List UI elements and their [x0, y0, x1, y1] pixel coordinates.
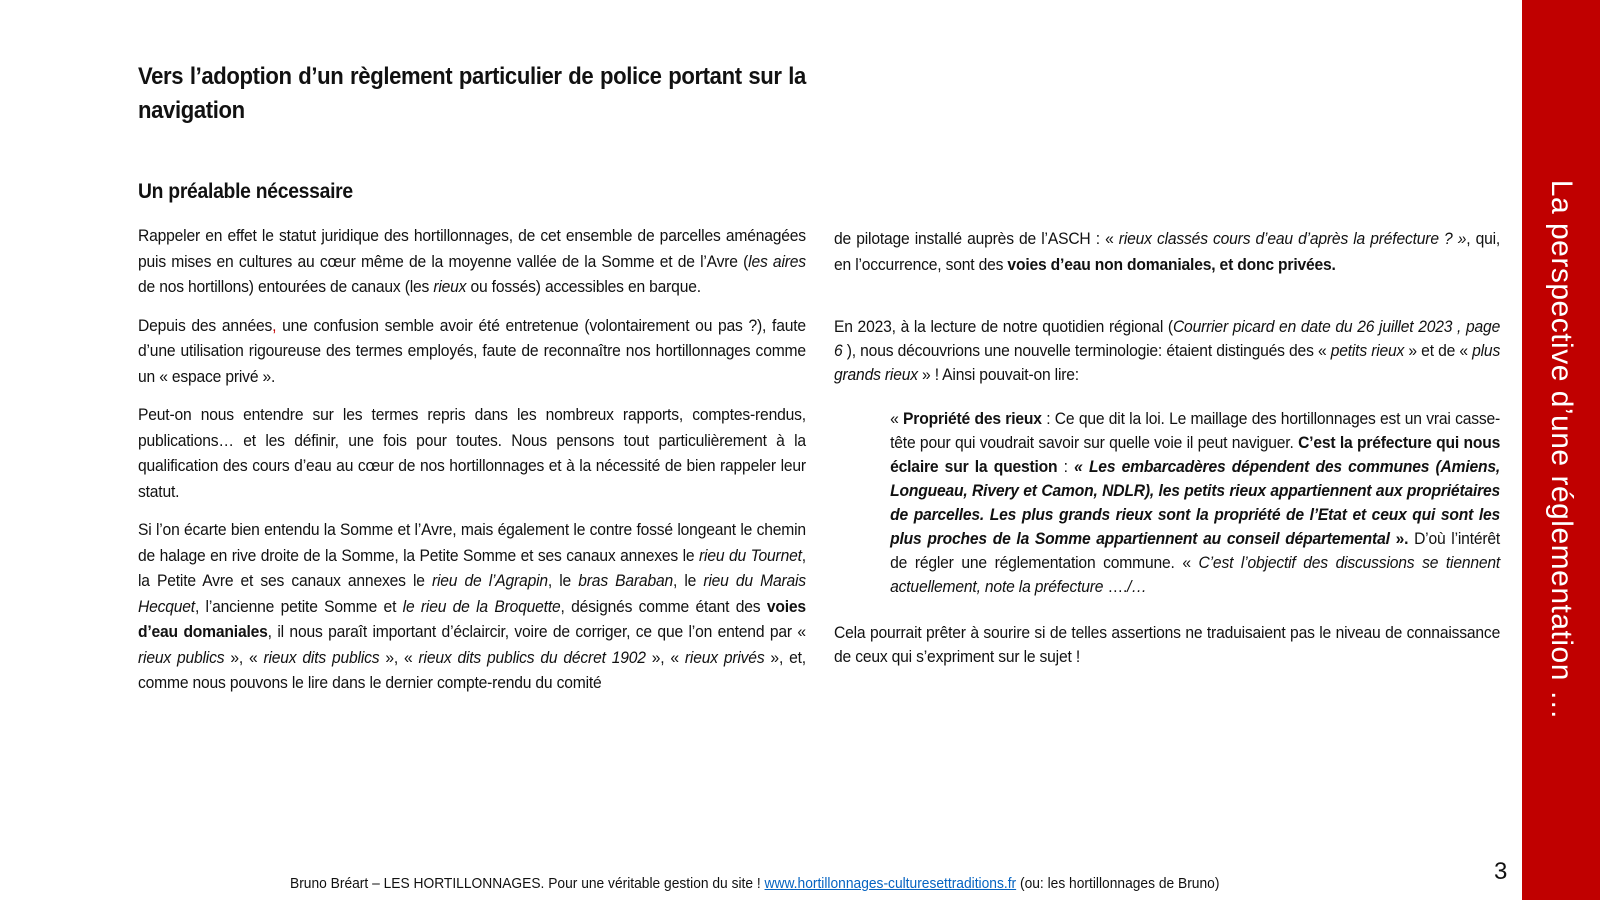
footer — [290, 875, 1219, 892]
page-title: Vers l’adoption d’un règlement particulier de police portant sur la navigation — [138, 63, 806, 124]
paragraph-statut: Rappeler en effet le statut juridique des hortillonnages, de cet ensemble de parcelles aménagées puis mises en cultures au cœur même de la moyenne vallée de la Somme et de l’Avre (les aires de nos hortillons) entourées de canaux (les rieux ou fossés) accessibles en barque. — [138, 226, 806, 296]
paragraph-courrier-picard: En 2023, à la lecture de notre quotidien régional (Courrier picard en date du 26 juillet 2023 , page 6 ), nous découvrions une nouvelle terminologie: étaient distingués des « petits rieux » et de « plus grands rieux » ! Ainsi pouvait-on lire: — [834, 317, 1501, 384]
paragraph-conclusion: Cela pourrait prêter à sourire si de telles assertions ne traduisaient pas le niveau de connaissance de ceux qui s’expriment sur le sujet ! — [834, 623, 1501, 666]
paragraph-voies-domaniales: Si l’on écarte bien entendu la Somme et l’Avre, mais également le contre fossé longeant le chemin de halage en rive droite de la Somme, la Petite Somme et ses canaux annexes le rieu du Tournet, la Petite Avre et ses canaux annexes le rieu de l’Agrapin, le bras Baraban, le rieu du Marais Hecquet, l’ancienne petite Somme et le rieu de la Broquette, désignés comme étant des voies d’eau domaniales, il nous paraît important d’éclaircir, voire de corriger, ce que l’on entend par « rieux publics », « rieux dits publics », « rieux dits publics du décret 1902 », « rieux privés », et, comme nous pouvons le lire dans le dernier compte-rendu du comité — [138, 520, 806, 692]
right-column — [834, 226, 1500, 682]
footer-text: Bruno Bréart – LES HORTILLONNAGES. Pour une véritable gestion du site ! — [290, 875, 765, 892]
side-banner-text: La perspective d’une réglementation … — [1545, 179, 1578, 721]
footer-suffix: (ou: les hortillonnages de Bruno) — [1016, 875, 1220, 892]
website-link[interactable]: www.hortillonnages-culturesettraditions.fr — [764, 875, 1017, 892]
page-number: 3 — [1494, 858, 1508, 885]
paragraph-confusion: Depuis des années, une confusion semble avoir été entretenue (volontairement ou pas ?), faute d’une utilisation rigoureuse des termes employés, faute de reconnaître nos hortillonnages comme un « espace privé ». — [138, 315, 806, 386]
quote-block: « Propriété des rieux : Ce que dit la loi. Le maillage des hortillonnages est un vrai casse-tête pour qui voudrait savoir sur quelle voie il peut naviguer. C’est la préfecture qui nous éclaire sur la question : « Les embarcadères dépendent des communes (Amiens, Longueau, Rivery et Camon, NDLR), les petits rieux appartiennent aux propriétaires de parcelles. Les plus grands rieux sont la propriété de l’Etat et ceux qui sont les plus proches de la Somme appartiennent au conseil départemental ». D’où l’intérêt de régler une réglementation commune. « C’est l’objectif des discussions se tiennent actuellement, note la préfecture …./… — [890, 409, 1501, 596]
paragraph-termes: Peut-on nous entendre sur les termes repris dans les nombreux rapports, comptes-rendus, publications… et les définir, une fois pour toutes. Nous pensons tout particulièrement à la qualification des cours d’eau au cœur de nos hortillonnages et à la nécessité de bien rappeler leur statut. — [138, 405, 806, 501]
left-column — [138, 223, 806, 709]
paragraph-comite: de pilotage installé auprès de l’ASCH : « rieux classés cours d’eau d’après la préfecture ? », qui, en l’occurrence, sont des voies d’eau non domaniales, et donc privées. — [834, 229, 1501, 274]
side-banner — [1522, 0, 1600, 900]
section-heading: Un préalable nécessaire — [138, 180, 353, 203]
